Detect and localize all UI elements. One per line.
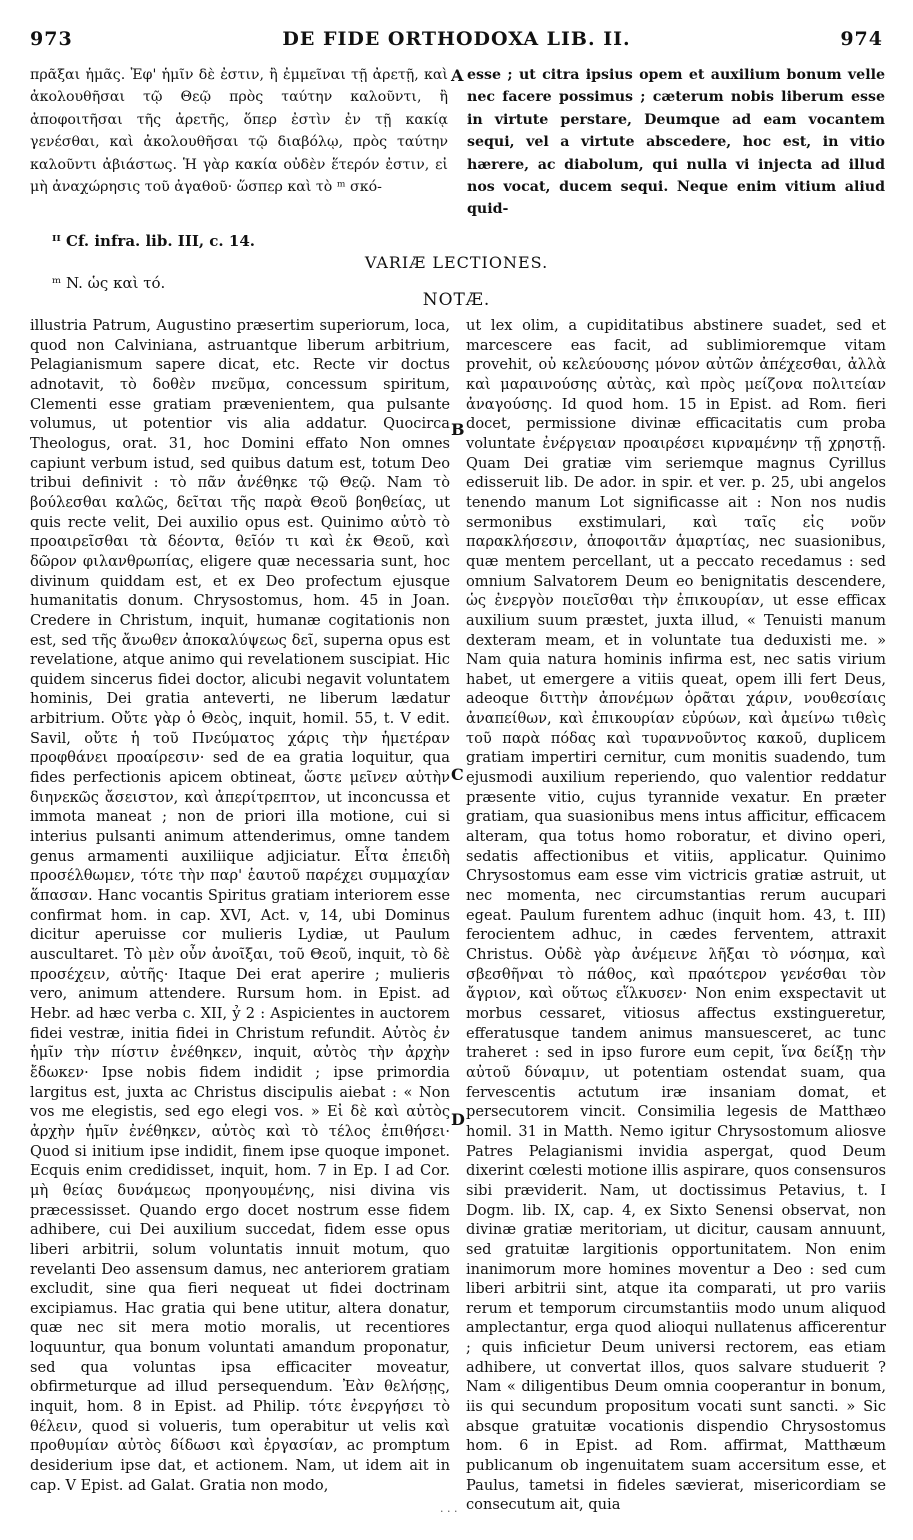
notes-right-paragraph: ut lex olim, a cupiditatibus abstinere suadet, sed et marcescere eas facit, ad sublimioremque vitam provehit, οὐ κελεύουσης μόνον αὐτῶν ἀπέχεσθαι, ἀλλὰ καὶ μαραινούσης αὐτὰς, καὶ πρὸς μείζονα πολιτείαν ἀναγούσης. Id quod hom. 15 in Epist. ad Rom. fieri docet, permissione divinæ efficacitatis cum proba voluntate ἐνέργειαν προαιρέσει κιρναμένην τῇ χρηστῇ. Quam Dei gratiæ vim seriemque magnus Cyrillus edisseruit lib. De ador. in spir. et ver. p. 25, ubi angelos tenendo manum Lot significasse ait : Non nos nudis sermonibus exstimulari, καὶ ταῖς εἰς νοῦν παρακλήσεσιν, ἀποφοιτᾶν ἁμαρτίας, nec suasionibus, quæ mentem percellant, ut a peccato recedamus : sed omnium Salvatorem Deum eo benignitatis descendere, ὡς ἐνεργὸν ποιεῖσθαι τὴν ἐπικουρίαν, ut esse efficax auxilium suum præstet, juxta illud, « Tenuisti manum dexteram meam, et in voluntate tua deduxisti me. » Nam quia natura hominis infirma est, nec satis virium habet, ut emergere a vitiis queat, opem illi fert Deus, adeoque διττὴν ἀπονέμων ὁρᾶται χάριν, νουθεσίαις ἀναπείθων, καὶ ἐπικουρίαν εὐρύων, καὶ ἀμείνω τιθεὶς τοῦ παρὰ πόδας καὶ τυραννοῦντος κακοῦ, duplicem gratiam impertiri cernitur, cum monitis suadendo, tum ejusmodi auxilium reperiendo, quo valentior reddatur præsente vitio, cujus tyrannide vexatur. En præter gratiam, qua suasionibus mens intus afficitur, efficacem alteram, qua totus homo roboratur, et divino operi, sedatis affectionibus et vitiis, applicatur. Quinimo Chrysostomus eam esse vim victricis gratiæ astruit, ut nec momenta, nec circumstantias rerum aucupari egeat. Paulum furentem adhuc (inquit hom. 43, t. III) ferocientem adhuc, in cædes ferventem, attraxit Christus. Οὐδὲ γὰρ ἀνέμεινε λῆξαι τὸ νόσημα, καὶ σβεσθῆναι τὸ πάθος, καὶ πραότερον γενέσθαι τὸν ἄγριον, καὶ οὕτως εἵλκυσεν· Non enim exspectavit ut morbus cessaret, vitiosus affectus exstingueretur, efferatusque tandem animus mansuesceret, ac tunc traheret : sed in ipso furore eum cepit, ἵνα δείξῃ τὴν αὐτοῦ δύναμιν, ut potentiam ostendat suam, qua fervescentis actutum iræ insaniam domat, et persecutorem vincit. Consimilia legesis de Matthæo homil. 31 in Matth. Nemo igitur Chrysostomum aliosve Patres Pelagianismi invidia aspergat, quod Deum dixerint cœlesti motione illis aspirare, quos consensuros sibi præviderit. Nam, ut doctissimus Petavius, t. I Dogm. lib. IX, cap. 4, ex Sixto Senensi observat, non divinæ gratiæ meritoriam, ut dicitur, causam annuunt, sed gratuitæ largitionis opportunitatem. Non enim inanimorum more homines moventur a Deo : sed cum liberi arbitrii sint, atque ita comparati, ut pro variis rerum et temporum circumstantiis modo unum aliquod amplectantur, erga quod alioqui nullatenus afficerentur ; quis inficietur Deum universi rectorem, eas etiam adhibere, ut convertat illos, quos salvare studuerit ? Nam « diligentibus Deum omnia cooperantur in bonum, iis qui secundum propositum vocati sunt sancti. » Sic absque gratuitæ vocationis dispendio Chrysostomus hom. 6 in Epist. ad Rom. affirmat, Matthæum publicanum ob ingenuitatem suam accersitum esse, et Paulus, tametsi in fideles sævierat, misericordiam se consecutum ait, quia [466, 317, 886, 1514]
margin-letter-a: A [451, 66, 464, 85]
notes-column-left [30, 316, 450, 1495]
variant-reading: ᵐ N. ὡς καὶ τό. [52, 274, 166, 292]
margin-letter-d: D [451, 1110, 465, 1129]
notes-column-right [466, 316, 886, 1515]
variae-lectiones-heading: VARIÆ LECTIONES. [364, 253, 549, 272]
page-number-left: 973 [30, 28, 73, 50]
running-title: DE FIDE ORTHODOXA LIB. II. [282, 28, 631, 50]
greek-main-text [30, 64, 448, 198]
reference-footnote: ᴵᴵ Cf. infra. lib. III, c. 14. [52, 232, 255, 250]
latin-paragraph: esse ; ut citra ipsius opem et auxilium bonum velle nec facere possimus ; cæterum nobis liberum esse in virtute perstare, Deumque ad eam vocantem sequi, vel a virtute abscedere, hoc est, in vitio hærere, ac diabolum, qui nulla vi injecta ad illud nos vocat, ducem sequi. Neque enim vitium aliud quid- [467, 67, 885, 218]
greek-paragraph: πρᾶξαι ἡμᾶς. Ἐφ' ἡμῖν δὲ ἐστιν, ἢ ἐμμεῖναι τῇ ἀρετῇ, καὶ ἀκολουθῆσαι τῷ Θεῷ πρὸς ταύτην καλοῦντι, ἢ ἀποφοιτῆσαι τῆς ἀρετῆς, ὅπερ ἐστὶν ἐν τῇ κακίᾳ γενέσθαι, καὶ ἀκολουθῆσαι τῷ διαβόλῳ, πρὸς ταύτην καλοῦντι ἀβιάστως. Ἡ γὰρ κακία οὐδὲν ἕτερόν ἐστιν, εἰ μὴ ἀναχώρησις τοῦ ἀγαθοῦ· ὥσπερ καὶ τὸ ᵐ σκό- [30, 67, 448, 196]
notae-heading: NOTÆ. [422, 290, 491, 310]
page-number-right: 974 [840, 28, 883, 50]
margin-letter-c: C [451, 765, 464, 784]
notes-left-paragraph: illustria Patrum, Augustino præsertim superiorum, loca, quod non Calviniana, astruantque liberum arbitrium, Pelagianismum sapere dicat, etc. Recte vir doctus adnotavit, τὸ δοθὲν πνεῦμα, concessum spiritum, Clementi esse gratiam prævenientem, qua pulsante volumus, ut potentior vis alia addatur. Quocirca Theologus, orat. 31, hoc Domini effato Non omnes capiunt verbum istud, sed quibus datum est, totum Deo tribui definivit : τὸ πᾶν ἀνέθηκε τῷ Θεῷ. Nam τὸ βούλεσθαι καλῶς, δεῖται τῆς παρὰ Θεοῦ βοηθείας, ut quis recte velit, Dei auxilio opus est. Quinimo αὐτὸ τὸ προαιρεῖσθαι τὰ δέοντα, θεῖόν τι καὶ ἐκ Θεοῦ, καὶ δῶρον φιλανθρωπίας, eligere quæ necessaria sunt, hoc divinum quiddam est, et ex Deo profectum ejusque humanitatis donum. Chrysostomus, hom. 45 in Joan. Credere in Christum, inquit, humanæ cogitationis non est, sed τῆς ἄνωθεν ἀποκαλύψεως δεῖ, superna opus est revelatione, atque animo qui revelationem suscipiat. Hic quidem sincerus fidei doctor, alicubi negavit voluntatem hominis, Dei gratia anteverti, ne liberum lædatur arbitrium. Οὔτε γὰρ ὁ Θεὸς, inquit, homil. 55, t. V edit. Savil, οὔτε ἡ τοῦ Πνεύματος χάρις τὴν ἡμετέραν προφθάνει προαίρεσιν· sed de ea gratia loquitur, qua fides perfectionis apicem obtineat, ὥστε μεῖνεν αὐτὴν διηνεκῶς ἄσειστον, καὶ ἀπερίτρεπτον, ut inconcussa et immota maneat ; non de priori illa motione, cui si interius pulsanti animum attenderimus, omne tandem genus armamenti auxiliique adjiciatur. Εἶτα ἐπειδὴ προσέλθωμεν, τότε τὴν παρ' ἑαυτοῦ παρέχει συμμαχίαν ἅπασαν. Hanc vocantis Spiritus gratiam interiorem esse confirmat hom. in cap. XVI, Act. v, 14, ubi Dominus dicitur aperuisse cor mulieris Lydiæ, ut Paulum auscultaret. Τὸ μὲν οὖν ἀνοῖξαι, τοῦ Θεοῦ, inquit, τὸ δὲ προσέχειν, αὐτῆς· Itaque Dei erat aperire ; mulieris vero, animum attendere. Rursum hom. in Epist. ad Hebr. ad hæc verba c. XII, ỷ 2 : Aspicientes in auctorem fidei vestræ, initia fidei in Christum refundit. Αὐτὸς ἐν ἡμῖν τὴν πίστιν ἐνέθηκεν, inquit, αὐτὸς τὴν ἀρχὴν ἔδωκεν· Ipse nobis fidem indidit ; ipse primordia largitus est, juxta ac Christus discipulis aiebat : « Non vos me elegistis, sed ego elegi vos. » Εἰ δὲ καὶ αὐτὸς ἀρχὴν ἡμῖν ἐνέθηκεν, αὐτὸς καὶ τὸ τέλος ἐπιθήσει· Quod si initium ipse indidit, finem ipse quoque imponet. Ecquis enim credidisset, inquit, hom. 7 in Ep. I ad Cor. μὴ θείας δυνάμεως προηγουμένης, nisi divina vis præcessisset. Quando ergo docet nostrum esse fidem adhibere, cui Dei auxilium succedat, fidem esse opus liberi arbitrii, solum voluntatis innuit motum, quo revelanti Deo assensum damus, nec anteriorem gratiam excludit, sine qua fieri nequeat ut fidei doctrinam excipiamus. Hac gratia qui bene utitur, altera donatur, quæ nec sit mera motio moralis, ut recentiores loquuntur, qua bonum voluntati amandum proponatur, sed qua voluntas ipsa efficaciter moveatur, obfirmeturque ad illud persequendum. Ἐὰν θελήσῃς, inquit, hom. 8 in Epist. ad Philip. τότε ἐνεργήσει τὸ θέλειν, quod si volueris, tum operabitur ut velis καὶ προθυμίαν αὐτὸς δίδωσι καὶ ἐργασίαν, ac promptum desiderium ipse dat, et actionem. Nam, ut idem ait in cap. V Epist. ad Galat. Gratia non modo, [30, 317, 450, 1494]
latin-main-text [467, 64, 885, 221]
margin-letter-b: B [451, 420, 465, 439]
page-footer-mark: · · · [440, 1505, 458, 1518]
page-header [30, 28, 883, 58]
